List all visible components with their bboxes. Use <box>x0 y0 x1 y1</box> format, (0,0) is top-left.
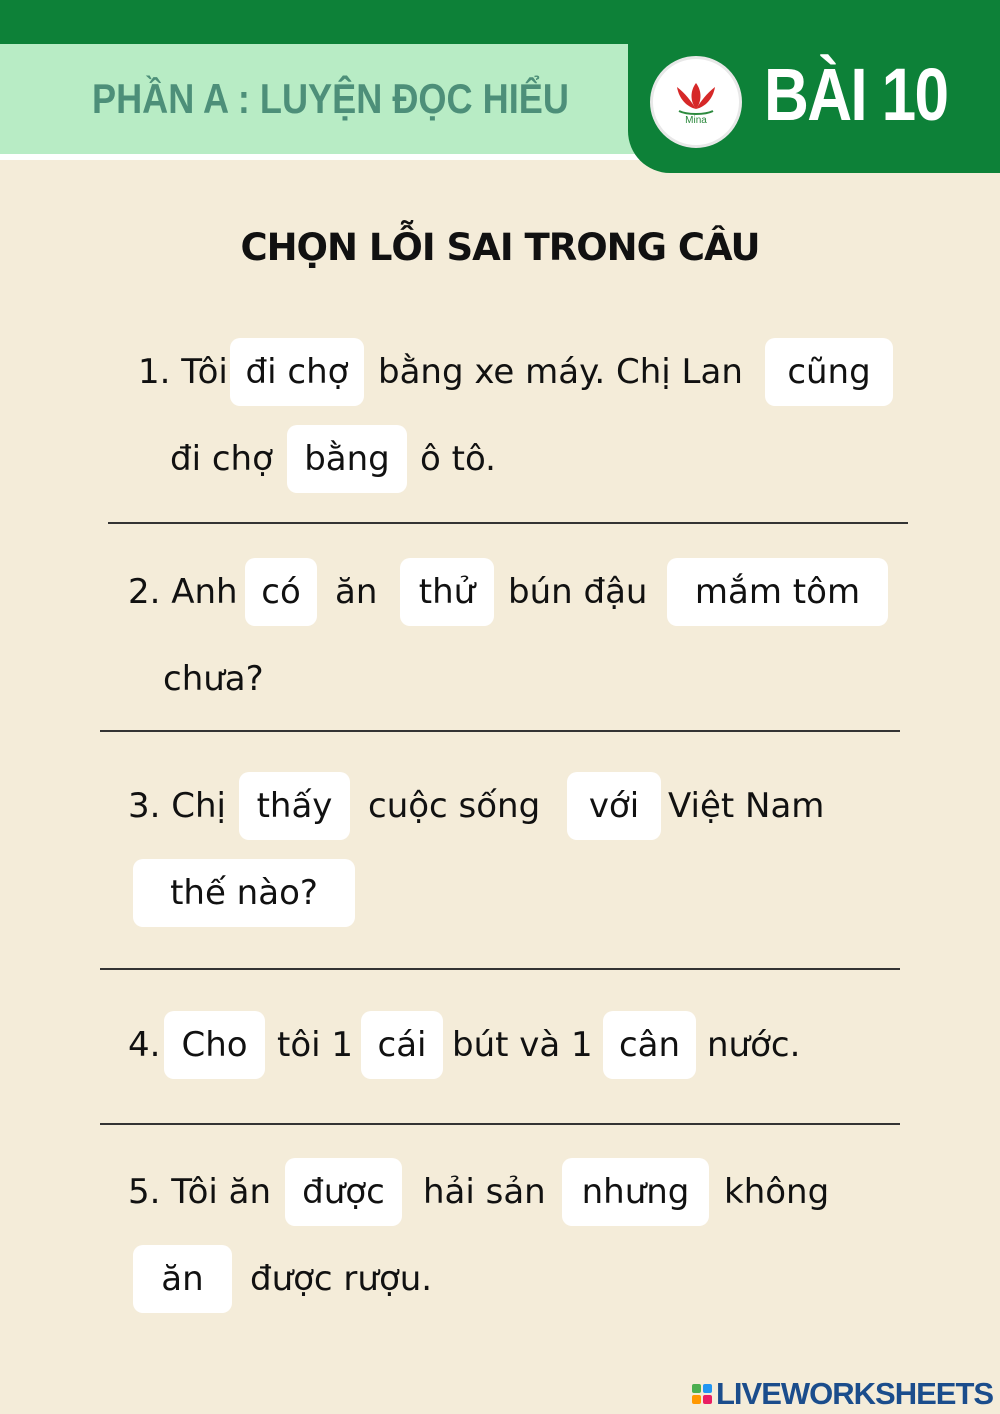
answer-option-box[interactable]: ăn <box>133 1245 232 1313</box>
answer-option-box[interactable]: thử <box>400 558 494 626</box>
answer-option-box[interactable]: thấy <box>239 772 350 840</box>
sentence-text: bún đậu <box>508 572 648 612</box>
section-bar <box>0 44 660 160</box>
sentence-text: hải sản <box>423 1172 546 1212</box>
sentence-text: chưa? <box>163 659 264 699</box>
divider <box>100 968 900 970</box>
question-5-line-2 <box>0 1245 1000 1313</box>
answer-option-box[interactable]: đi chợ <box>230 338 364 406</box>
sentence-text: 4. <box>128 1025 161 1065</box>
sentence-text: đi chợ <box>170 439 273 479</box>
question-5-line-1 <box>0 1158 1000 1226</box>
sentence-text: 1. Tôi <box>138 352 228 392</box>
divider <box>100 1123 900 1125</box>
question-3-line-1 <box>0 772 1000 840</box>
sentence-text: bút và 1 <box>452 1025 593 1065</box>
sentence-text: cuộc sống <box>368 786 541 826</box>
footer-brand: LIVEWORKSHEETS <box>716 1376 994 1411</box>
question-1-line-1 <box>0 338 1000 406</box>
sentence-text: nước. <box>707 1025 801 1065</box>
question-3-line-2 <box>0 859 1000 927</box>
answer-option-box[interactable]: với <box>567 772 661 840</box>
page-title: CHỌN LỖI SAI TRONG CÂU <box>240 226 760 269</box>
answer-option-box[interactable]: cũng <box>765 338 893 406</box>
sentence-text: ăn <box>335 572 378 612</box>
answer-option-box[interactable]: thế nào? <box>133 859 355 927</box>
answer-option-box[interactable]: cái <box>361 1011 443 1079</box>
question-2-line-1 <box>0 558 1000 626</box>
sentence-text: 3. Chị <box>128 786 226 826</box>
answer-option-box[interactable]: cân <box>603 1011 696 1079</box>
answer-option-box[interactable]: có <box>245 558 317 626</box>
sentence-text: Việt Nam <box>668 786 825 826</box>
lotus-icon <box>669 79 723 117</box>
lesson-number: BÀI 10 <box>764 53 948 136</box>
sentence-text: ô tô. <box>420 439 496 479</box>
sentence-text: 5. Tôi ăn <box>128 1172 272 1212</box>
question-2-line-2 <box>0 645 1000 713</box>
mina-logo <box>650 56 742 148</box>
section-title: PHẦN A : LUYỆN ĐỌC HIỂU <box>92 75 569 122</box>
question-1-line-2 <box>0 425 1000 493</box>
sentence-text: tôi 1 <box>277 1025 354 1065</box>
question-4-line-1 <box>0 1011 1000 1079</box>
answer-option-box[interactable]: mắm tôm <box>667 558 888 626</box>
answer-option-box[interactable]: Cho <box>164 1011 265 1079</box>
sentence-text: 2. Anh <box>128 572 238 612</box>
sentence-text: bằng xe máy. Chị Lan <box>378 352 743 392</box>
answer-option-box[interactable]: nhưng <box>562 1158 709 1226</box>
divider <box>100 730 900 732</box>
divider <box>108 522 908 524</box>
sentence-text: được rượu. <box>250 1259 433 1299</box>
sentence-text: không <box>724 1172 830 1212</box>
answer-option-box[interactable]: bằng <box>287 425 407 493</box>
answer-option-box[interactable]: được <box>285 1158 402 1226</box>
liveworksheets-icon <box>692 1384 712 1404</box>
logo-text: Mina <box>685 114 707 126</box>
liveworksheets-logo <box>692 1376 993 1412</box>
